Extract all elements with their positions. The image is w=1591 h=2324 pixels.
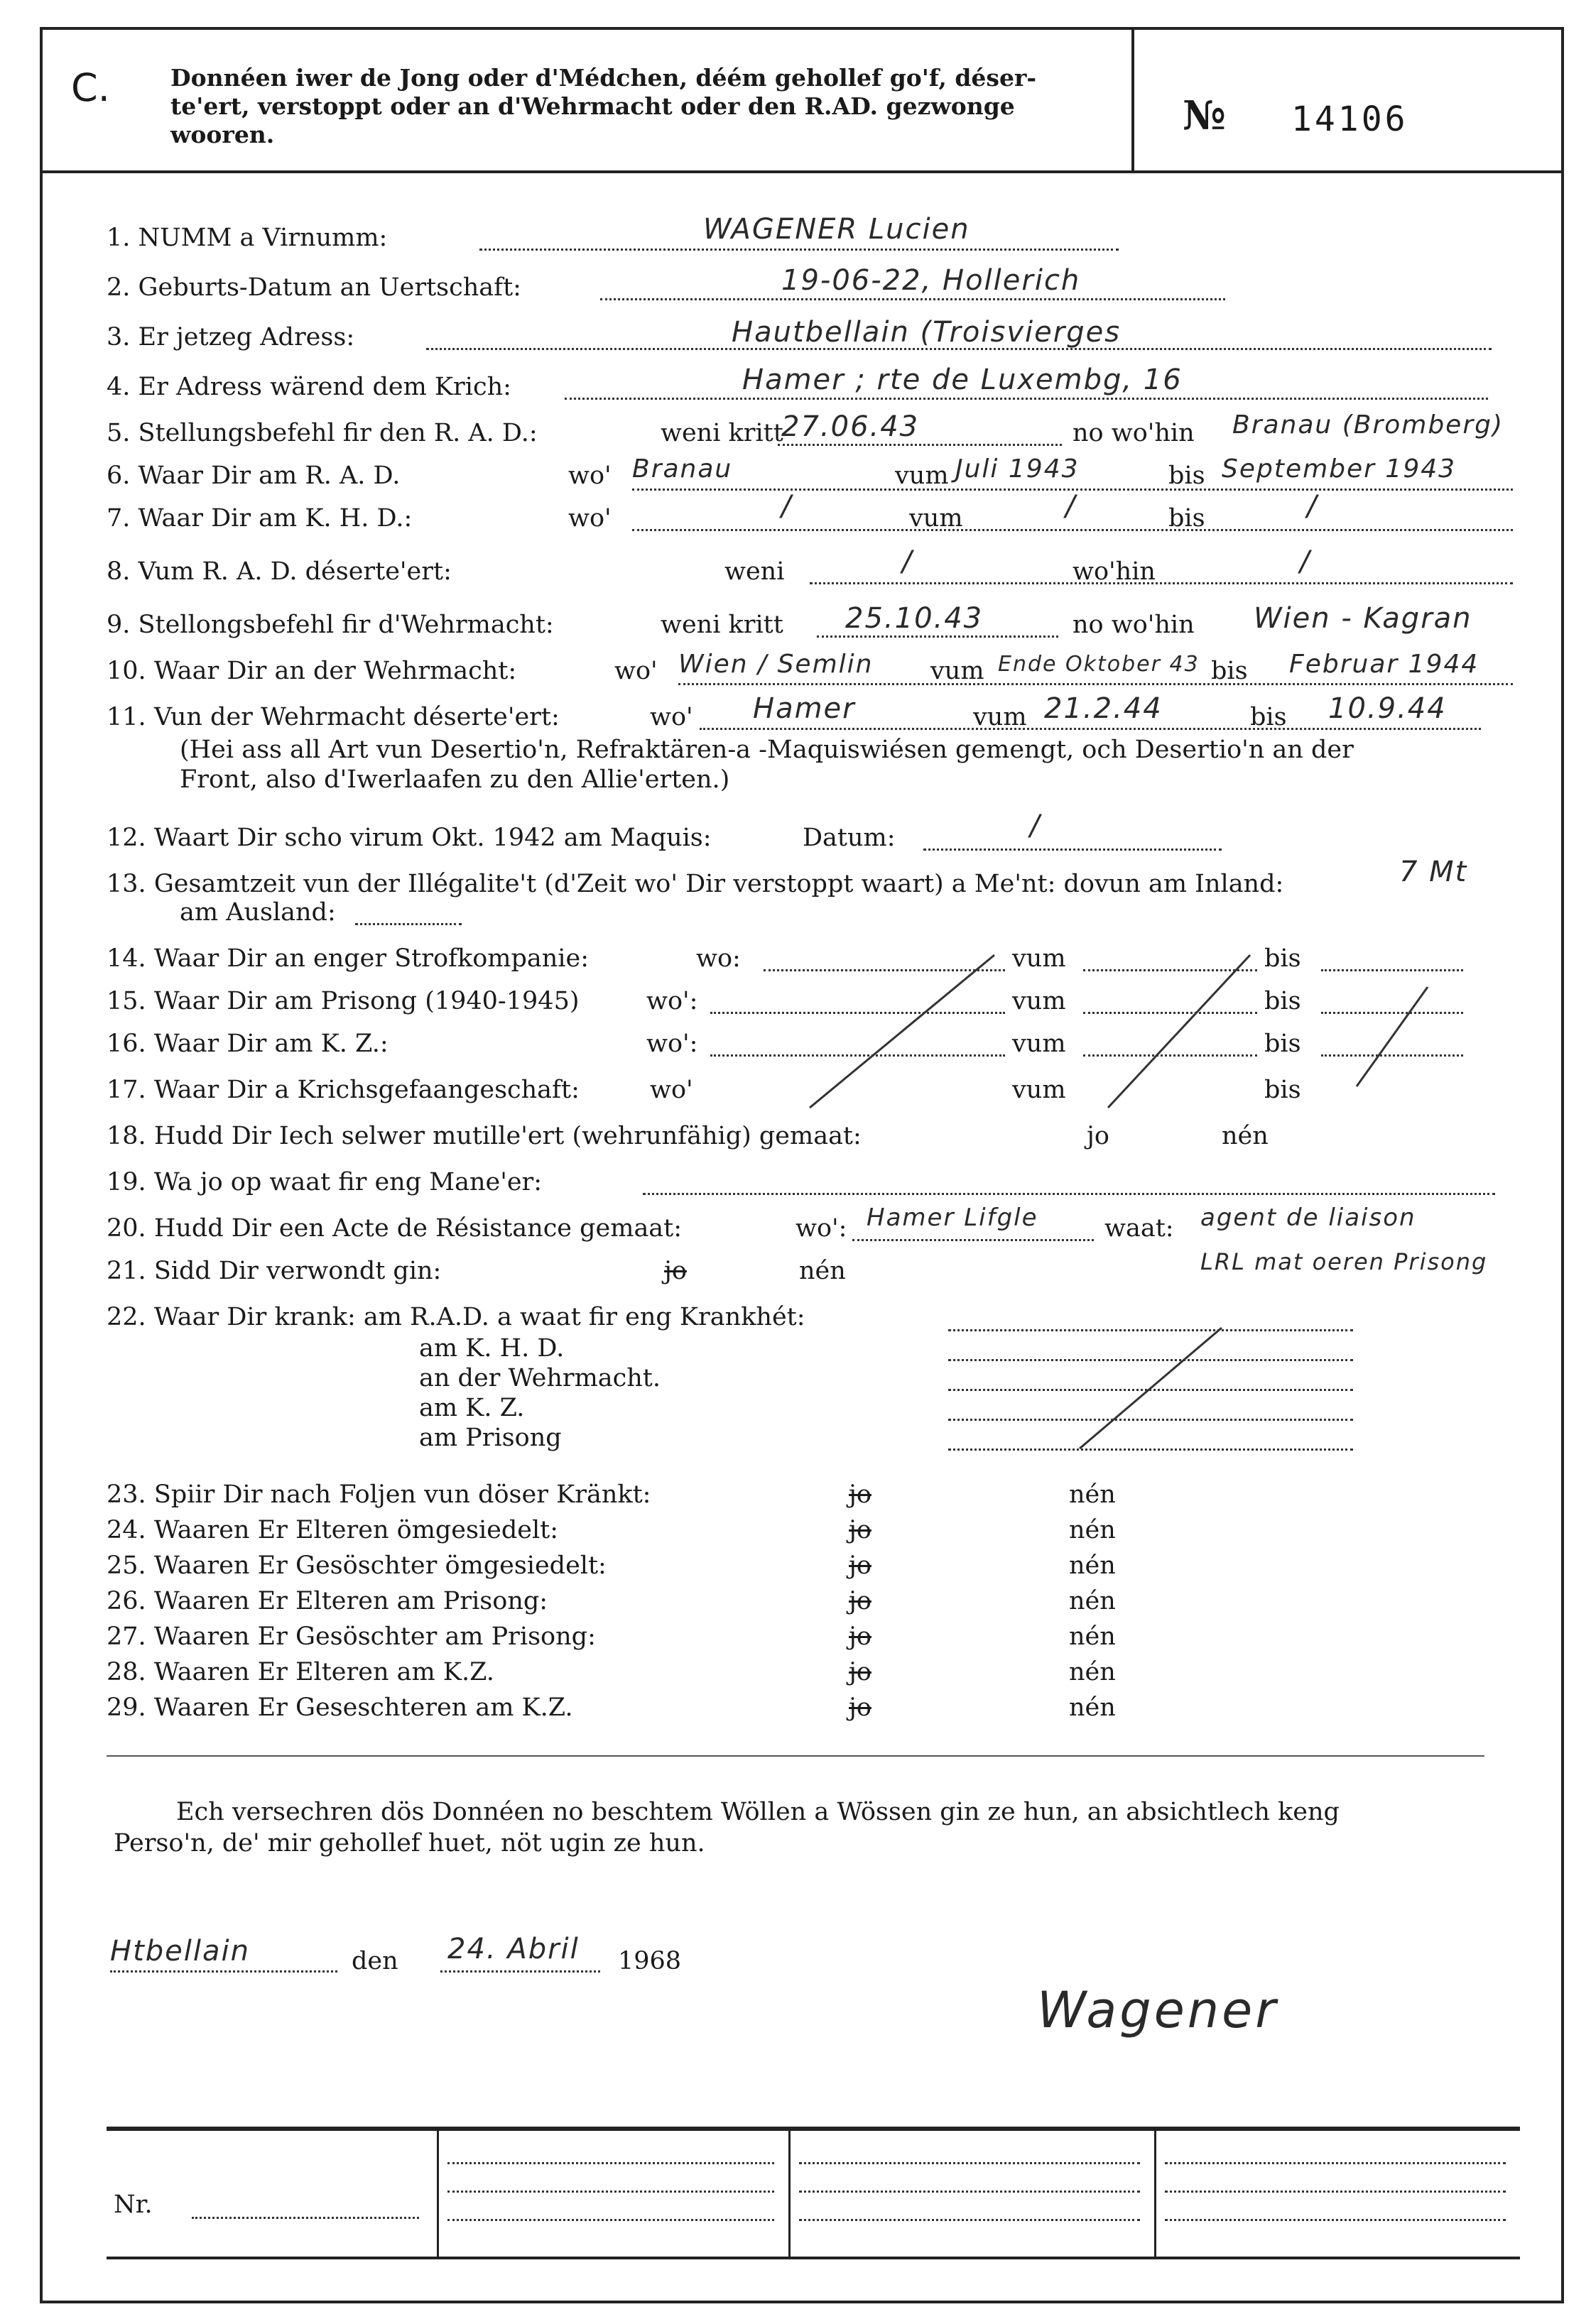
row-number: 22. xyxy=(107,1303,146,1331)
jo-option: jo xyxy=(849,1516,871,1544)
answer-wehrmacht-where: Wien / Semlin xyxy=(678,650,874,679)
row-number: 28. xyxy=(107,1658,146,1686)
nen-option: nén xyxy=(1069,1551,1116,1580)
field-label-wehrmacht-order: Stellongsbefehl fir d'Wehrmacht: xyxy=(138,611,554,639)
answer-resistance-what: agent de liaison xyxy=(1200,1204,1416,1232)
nen-option: nén xyxy=(1069,1622,1116,1651)
field-label-strofkompanie: Waar Dir an enger Strofkompanie: xyxy=(153,944,589,973)
row-number: 13. xyxy=(107,870,146,898)
field-label-name: NUMM a Virnumm: xyxy=(138,224,388,252)
bis-label: bis xyxy=(1264,987,1301,1015)
header-title-line: Donnéen iwer de Jong oder d'Médchen, déém gehollef go'f, déser- xyxy=(170,64,1037,92)
jo-option: jo xyxy=(849,1693,871,1722)
row-number: 1. xyxy=(107,224,131,252)
footer-line xyxy=(1165,2162,1506,2164)
vum-label: vum xyxy=(1012,1076,1066,1104)
field-label-siblings-resettled: Waaren Er Gesöschter ömgesiedelt: xyxy=(153,1551,607,1580)
signature: Wagener xyxy=(1037,1981,1278,2039)
answer-rad-desert-where: / xyxy=(1300,545,1311,578)
answer-desert-to: 10.9.44 xyxy=(1328,692,1447,725)
footer-line xyxy=(447,2191,774,2193)
sick-sub-item: am K. H. D. xyxy=(419,1334,565,1363)
footer-line xyxy=(447,2219,774,2221)
signature-place: Htbellain xyxy=(110,1935,250,1968)
jo-option: jo xyxy=(849,1658,871,1686)
field-label-siblings-kz: Waaren Er Geseschteren am K.Z. xyxy=(153,1693,573,1722)
answer-khd-to: / xyxy=(1307,490,1318,523)
declaration-separator xyxy=(107,1755,1484,1757)
answer-rad-date: 27.06.43 xyxy=(781,410,920,443)
form-number: 14106 xyxy=(1291,99,1408,139)
footer-rule-thick xyxy=(107,2127,1520,2131)
answer-desert-where: Hamer xyxy=(753,692,856,725)
field-label-consequences: Spiir Dir nach Foljen vun döser Kränkt: xyxy=(153,1480,651,1509)
sick-sub-item: am K. Z. xyxy=(419,1394,525,1422)
field-label-kz: Waar Dir am K. Z.: xyxy=(153,1030,389,1058)
vum-label: vum xyxy=(973,703,1027,731)
jo-option: jo xyxy=(849,1551,871,1580)
field-label-pow: Waar Dir a Krichsgefaangeschaft: xyxy=(153,1076,580,1104)
vum-label: vum xyxy=(895,462,949,490)
row-number: 16. xyxy=(107,1030,146,1058)
answer-wehrmacht-place: Wien - Kagran xyxy=(1254,602,1472,635)
answer-birth: 19-06-22, Hollerich xyxy=(781,264,1081,297)
row-number: 29. xyxy=(107,1693,146,1722)
answer-inland: 7 Mt xyxy=(1399,856,1468,888)
wo-label: wo': xyxy=(796,1214,847,1243)
answer-wehrmacht-date: 25.10.43 xyxy=(845,602,984,635)
row-number: 11. xyxy=(107,703,146,731)
answer-wehrmacht-to: Februar 1944 xyxy=(1289,650,1479,679)
nen-option: nén xyxy=(1069,1587,1116,1615)
answer-rad-where: Branau xyxy=(632,454,733,484)
field-label-birth: Geburts-Datum an Uertschaft: xyxy=(138,273,521,302)
answer-khd-where: / xyxy=(781,490,793,523)
answer-name: WAGENER Lucien xyxy=(703,213,970,246)
footer-nr-label: Nr. xyxy=(114,2191,153,2219)
row-number: 3. xyxy=(107,323,131,351)
bis-label: bis xyxy=(1168,462,1205,490)
vum-label: vum xyxy=(1012,1030,1066,1058)
wohin-label: wo'hin xyxy=(1073,557,1156,586)
datum-label: Datum: xyxy=(803,824,896,852)
row-number: 24. xyxy=(107,1516,146,1544)
footer-line xyxy=(799,2219,1140,2221)
field-label-illegality: Gesamtzeit vun der Illégalite't (d'Zeit wo' Dir verstoppt waart) a Me'nt: dovun am Inland: xyxy=(153,870,1284,898)
row-number: 26. xyxy=(107,1587,146,1615)
declaration-line: Ech versechren dös Donnéen no beschtem Wöllen a Wössen gin ze hun, an absichtlech keng xyxy=(176,1798,1340,1826)
ausland-label: am Ausland: xyxy=(180,898,336,927)
wo-label: wo' xyxy=(650,1076,693,1104)
bis-label: bis xyxy=(1264,1076,1301,1104)
field-label-resistance: Hudd Dir een Acte de Résistance gemaat: xyxy=(153,1214,683,1243)
strike-mark xyxy=(810,955,994,1108)
nen-option: nén xyxy=(1069,1480,1116,1509)
footer-divider xyxy=(437,2129,439,2258)
declaration-text xyxy=(114,1796,1340,1859)
nen-option: nén xyxy=(1069,1516,1116,1544)
field-label-rad-order: Stellungsbefehl fir den R. A. D.: xyxy=(138,419,538,447)
wo-label: wo' xyxy=(568,462,612,490)
field-label-desert: Vun der Wehrmacht déserte'ert: xyxy=(153,703,560,731)
answer-address: Hautbellain (Troisvierges xyxy=(732,316,1122,349)
row-number: 19. xyxy=(107,1168,146,1196)
row-number: 21. xyxy=(107,1257,146,1285)
bis-label: bis xyxy=(1264,1030,1301,1058)
wo-label: wo' xyxy=(650,703,693,731)
row-number: 10. xyxy=(107,657,146,685)
answer-khd-from: / xyxy=(1065,490,1077,523)
field-label-khd: Waar Dir am K. H. D.: xyxy=(138,504,413,533)
row-number: 15. xyxy=(107,987,146,1015)
bis-label: bis xyxy=(1250,703,1287,731)
footer-line xyxy=(799,2162,1140,2164)
answer-wehrmacht-from: Ende Oktober 43 xyxy=(998,652,1200,677)
wo-label: wo' xyxy=(568,504,612,533)
field-label-wounded: Sidd Dir verwondt gin: xyxy=(153,1257,442,1285)
answer-rad-from: Juli 1943 xyxy=(955,454,1080,484)
row-number: 7. xyxy=(107,504,131,533)
wohin-label: no wo'hin xyxy=(1073,611,1195,639)
waat-label: waat: xyxy=(1104,1214,1174,1243)
den-label: den xyxy=(352,1947,398,1975)
field-label-mutilation: Hudd Dir Iech selwer mutille'ert (wehrunfähig) gemaat: xyxy=(153,1122,862,1150)
footer-divider xyxy=(1154,2129,1156,2258)
answer-resistance-where: Hamer Lifgle xyxy=(867,1204,1038,1232)
declaration-line: Perso'n, de' mir gehollef huet, nöt ugin ze hun. xyxy=(114,1829,705,1857)
place-line xyxy=(110,1970,337,1973)
wo-label: wo: xyxy=(696,944,741,973)
field-label-rad-desert: Vum R. A. D. déserte'ert: xyxy=(138,557,452,586)
nen-option: nén xyxy=(1069,1693,1116,1722)
number-sign: № xyxy=(1183,92,1226,139)
bis-label: bis xyxy=(1168,504,1205,533)
nen-option: nén xyxy=(1222,1122,1269,1150)
answer-rad-desert-when: / xyxy=(902,545,913,578)
sick-sub-item: an der Wehrmacht. xyxy=(419,1364,661,1392)
footer-line xyxy=(447,2162,774,2164)
field-label-parents-resettled: Waaren Er Elteren ömgesiedelt: xyxy=(153,1516,559,1544)
field-label-manner: Wa jo op waat fir eng Mane'er: xyxy=(153,1168,543,1196)
vum-label: vum xyxy=(909,504,963,533)
field-label-sick: Waar Dir krank: am R.A.D. a waat fir eng Krankhét: xyxy=(153,1303,805,1331)
field-label-siblings-prison: Waaren Er Gesöschter am Prisong: xyxy=(153,1622,596,1651)
nen-option: nén xyxy=(799,1257,846,1285)
row-number: 17. xyxy=(107,1076,146,1104)
row-number: 9. xyxy=(107,611,131,639)
jo-option: jo xyxy=(664,1257,687,1285)
footer-line xyxy=(799,2191,1140,2193)
weni-label: weni xyxy=(724,557,785,586)
field-label-parents-prison: Waaren Er Elteren am Prisong: xyxy=(153,1587,548,1615)
row-number: 8. xyxy=(107,557,131,586)
row-number: 25. xyxy=(107,1551,146,1580)
jo-option: jo xyxy=(849,1622,871,1651)
date-line xyxy=(440,1970,600,1973)
answer-desert-from: 21.2.44 xyxy=(1044,692,1163,725)
row-number: 5. xyxy=(107,419,131,447)
vum-label: vum xyxy=(1012,944,1066,973)
footer-divider xyxy=(788,2129,791,2258)
wo-label: wo' xyxy=(614,657,658,685)
bis-label: bis xyxy=(1264,944,1301,973)
row-number: 4. xyxy=(107,373,131,401)
row-number: 27. xyxy=(107,1622,146,1651)
row-number: 6. xyxy=(107,462,131,490)
jo-option: jo xyxy=(849,1587,871,1615)
jo-option: jo xyxy=(1087,1122,1109,1150)
row-number: 12. xyxy=(107,824,146,852)
field-label-rad: Waar Dir am R. A. D. xyxy=(138,462,401,490)
strike-mark xyxy=(1357,987,1428,1086)
row-number: 2. xyxy=(107,273,131,302)
section-letter: C. xyxy=(71,65,110,110)
header-title-line: te'ert, verstoppt oder an d'Wehrmacht oder den R.AD. gezwonge xyxy=(170,92,1015,120)
bis-label: bis xyxy=(1211,657,1248,685)
row-number: 14. xyxy=(107,944,146,973)
row-number: 20. xyxy=(107,1214,146,1243)
row-number: 18. xyxy=(107,1122,146,1150)
jo-option: jo xyxy=(849,1480,871,1509)
field-label-maquis: Waart Dir scho virum Okt. 1942 am Maquis: xyxy=(153,824,712,852)
footer-line xyxy=(1165,2191,1506,2193)
nen-option: nén xyxy=(1069,1658,1116,1686)
header-title-line: wooren. xyxy=(170,121,275,148)
wo-label: wo': xyxy=(646,1030,698,1058)
weni-label: weni kritt xyxy=(661,419,783,447)
signature-date: 24. Abril xyxy=(447,1933,580,1965)
wo-label: wo': xyxy=(646,987,698,1015)
row-number: 23. xyxy=(107,1480,146,1509)
field-label-war-address: Er Adress wärend dem Krich: xyxy=(138,373,511,401)
desertion-note-line: Front, also d'Iwerlaafen zu den Allie'erten.) xyxy=(180,765,730,794)
wohin-label: no wo'hin xyxy=(1073,419,1195,447)
vum-label: vum xyxy=(1012,987,1066,1015)
answer-war-address: Hamer ; rte de Luxembg, 16 xyxy=(742,364,1183,396)
signature-year: 1968 xyxy=(618,1947,682,1975)
footer-line xyxy=(1165,2219,1506,2221)
answer-maquis-date: / xyxy=(1030,809,1041,842)
answer-wounded-note: LRL mat oeren Prisong xyxy=(1200,1248,1488,1275)
vum-label: vum xyxy=(930,657,984,685)
field-label-address: Er jetzeg Adress: xyxy=(138,323,355,351)
strike-mark xyxy=(1108,955,1250,1108)
strike-mark xyxy=(1080,1328,1222,1449)
footer-rule-bottom xyxy=(107,2257,1520,2259)
field-label-parents-kz: Waaren Er Elteren am K.Z. xyxy=(153,1658,494,1686)
answer-rad-place: Branau (Bromberg) xyxy=(1232,410,1504,440)
sick-sub-item: am Prisong xyxy=(419,1424,562,1452)
answer-rad-to: September 1943 xyxy=(1222,454,1457,484)
desertion-note-line: (Hei ass all Art vun Desertio'n, Refraktären-a -Maquiswiésen gemengt, och Desertio'n an der xyxy=(180,736,1354,764)
field-label-wehrmacht: Waar Dir an der Wehrmacht: xyxy=(153,657,517,685)
footer-nr-line xyxy=(192,2217,419,2219)
field-label-prisong: Waar Dir am Prisong (1940-1945) xyxy=(153,987,580,1015)
weni-label: weni kritt xyxy=(661,611,783,639)
